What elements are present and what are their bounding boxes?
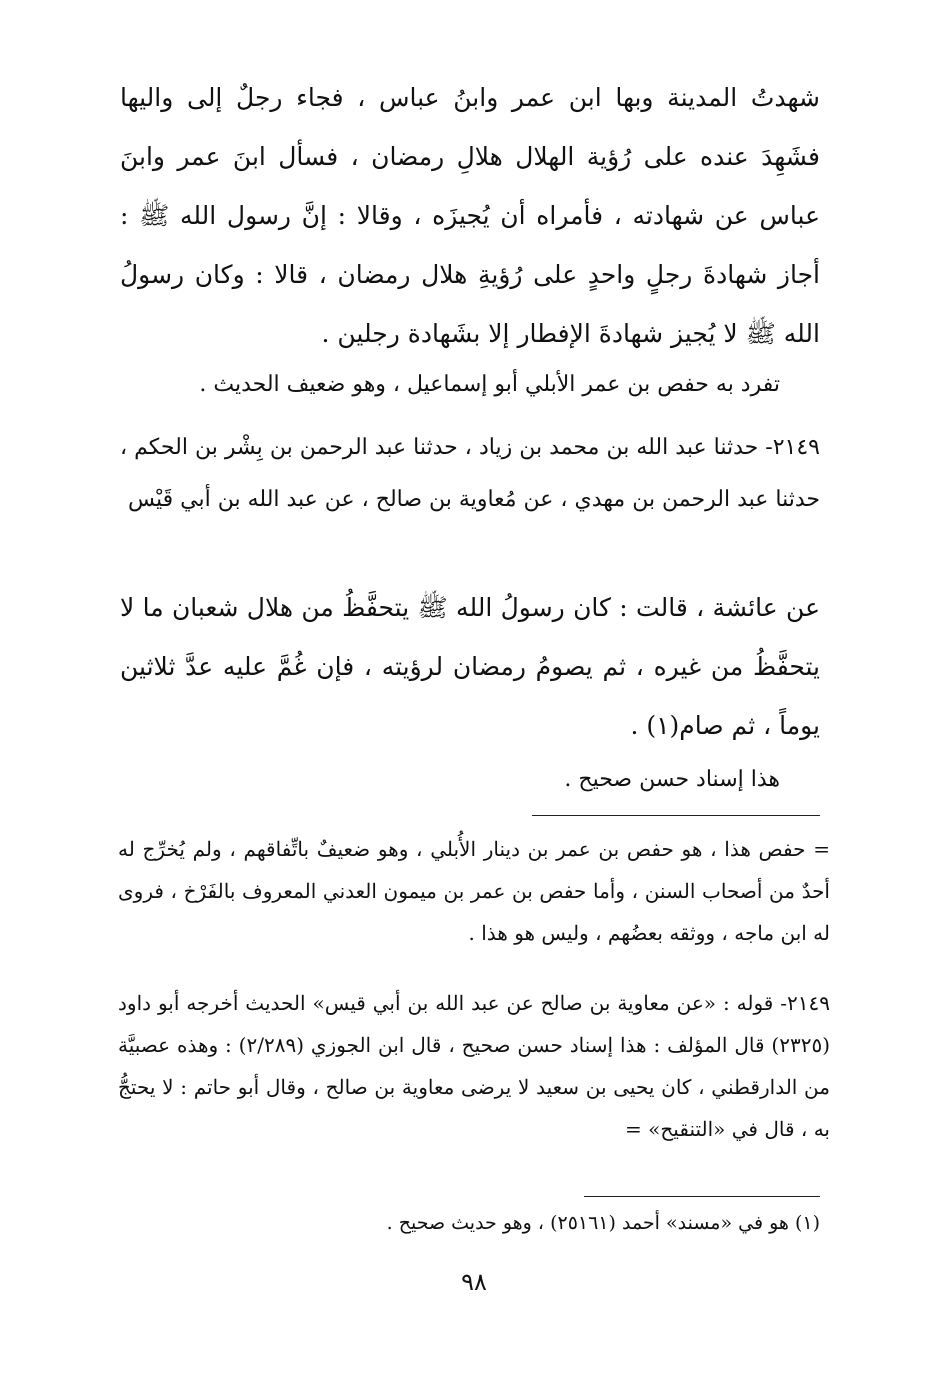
commentary-note-2149 [118, 982, 830, 1150]
hadith-text-paragraph [120, 68, 820, 363]
footnote-1 [120, 1203, 820, 1243]
footnote-separator-short [584, 1196, 820, 1197]
isnad-text: ٢١٤٩- حدثنا عبد الله بن محمد بن زياد ، حدثنا عبد الرحمن بن بِشْر بن الحكم ، حدثنا عبد الرحمن بن مهدي ، عن مُعاوية بن صالح ، عن عبد الله بن أبي قَيْس [120, 435, 820, 512]
commentary-note-text: ٢١٤٩- قوله : «عن معاوية بن صالح عن عبد الله بن أبي قيس» الحديث أخرجه أبو داود (٢٣٢٥) قال المؤلف : هذا إسناد حسن صحيح ، قال ابن الجوزي (٢/٢٨٩) : وهذه عصبيَّة من الدارقطني ، كان يحيى بن سعيد لا يرضى معاوية بن صالح ، وقال أبو حاتم : لا يحتجُّ به ، قال في «التنقيح» = [118, 991, 830, 1141]
commentary-text: = حفص هذا ، هو حفص بن عمر بن دينار الأُبلي ، وهو ضعيفٌ باتِّفاقهم ، ولم يُخرِّج له أحدٌ من أصحاب السنن ، وأما حفص بن عمر بن ميمون العدني المعروف بالفَرْخ ، فروى له ابن ماجه ، ووثقه بعضُهم ، وليس هو هذا . [118, 837, 830, 945]
remark-text: تفرد به حفص بن عمر الأبلي أبو إسماعيل ، وهو ضعيف الحديث . [199, 372, 780, 397]
hadith-2149-isnad [120, 422, 820, 526]
footnote-text: (١) هو في «مسند» أحمد (٢٥١٦١) ، وهو حديث صحيح . [386, 1212, 820, 1234]
isnad-grade [120, 758, 820, 802]
page-number-text: ٩٨ [461, 1268, 487, 1296]
page-number [0, 1262, 948, 1302]
matn-text: عن عائشة ، قالت : كان رسولُ الله ﷺ يتحفَّظُ من هلال شعبان ما لا يتحفَّظُ من غيره ، ثم يصومُ رمضان لرؤيته ، فإن غُمَّ عليه عدَّ ثلاثين يوماً ، ثم صام(١) . [120, 593, 820, 740]
hadith-2149-matn [120, 578, 820, 755]
narrator-remark [120, 363, 820, 407]
paragraph-text: شهدتُ المدينة وبها ابن عمر وابنُ عباس ، فجاء رجلٌ إلى واليها فشَهِدَ عنده على رُؤية الهلال هلالِ رمضان ، فسأل ابنَ عمر وابنَ عباس عن شهادته ، فأمراه أن يُجيزَه ، وقالا : إنَّ رسول الله ﷺ : أجاز شهادةَ رجلٍ واحدٍ على رُؤيةِ هلال رمضان ، قالا : وكان رسولُ الله ﷺ لا يُجيز شهادةَ الإفطار إلا بشَهادة رجلين . [120, 83, 820, 348]
grade-text: هذا إسناد حسن صحيح . [564, 767, 780, 792]
footnote-separator [532, 815, 820, 816]
commentary-continuation [118, 828, 830, 954]
